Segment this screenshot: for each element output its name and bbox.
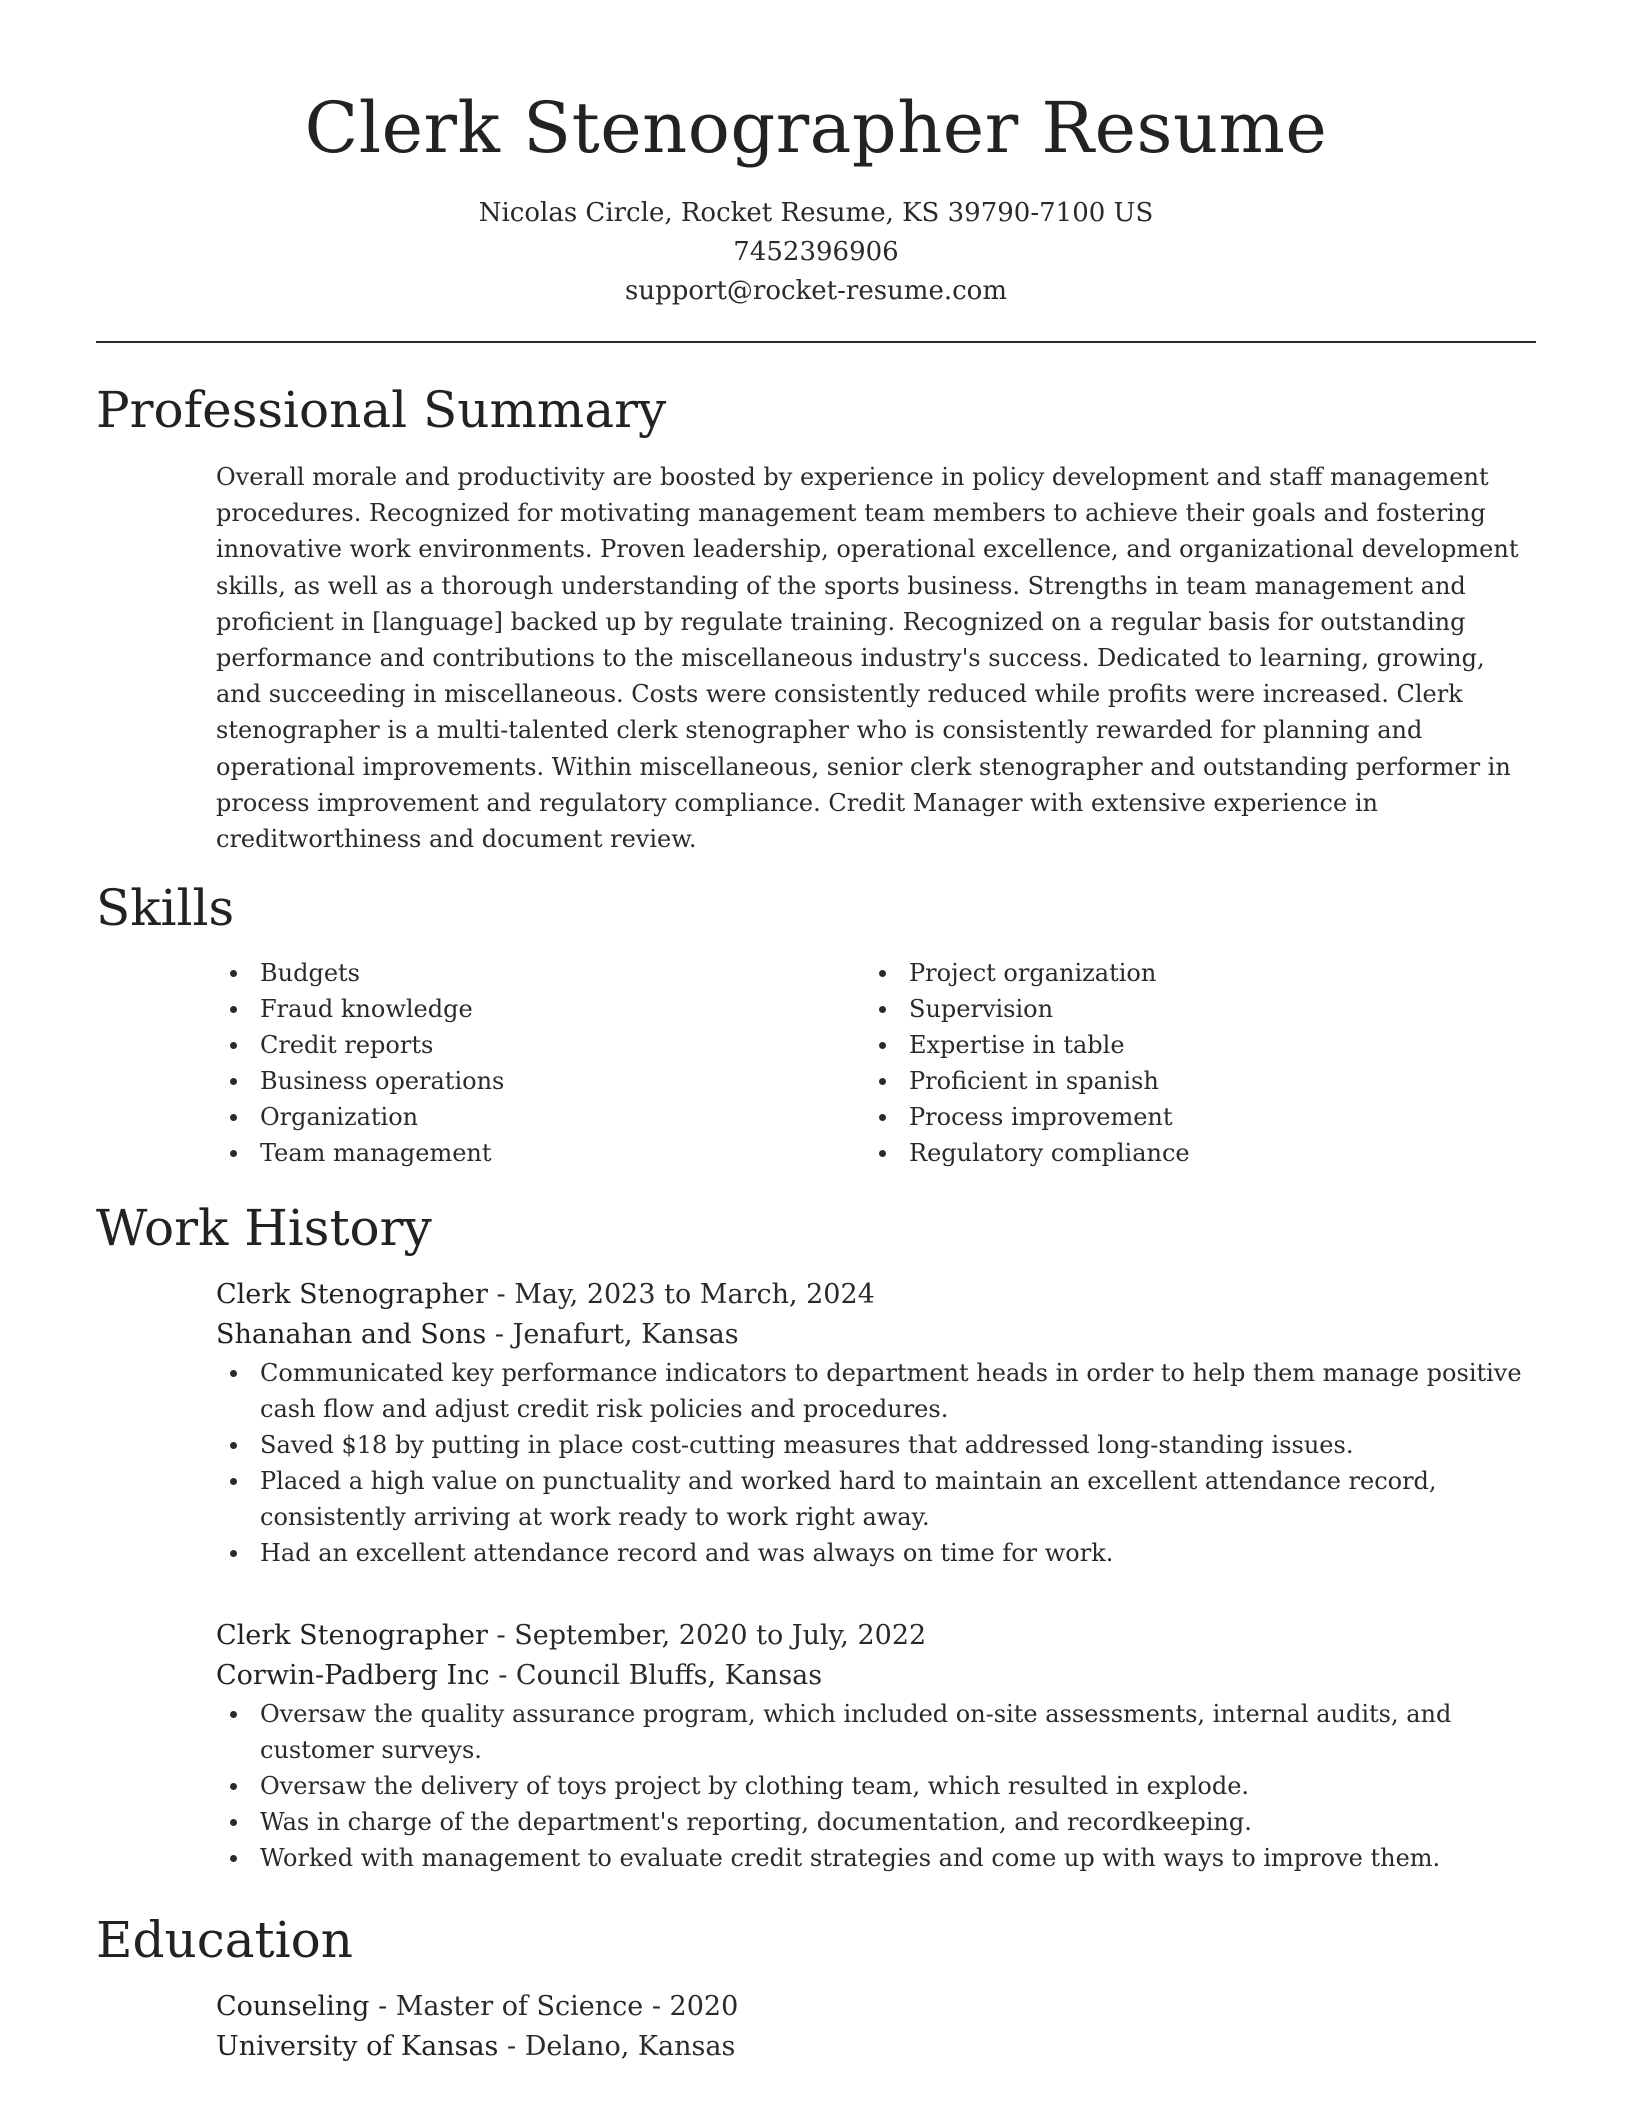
address: Nicolas Circle, Rocket Resume, KS 39790-7100 US — [478, 198, 1154, 228]
summary-heading: Professional Summary — [96, 381, 667, 439]
skill-item: Process improvement — [865, 1099, 1485, 1135]
job-company: Corwin-Padberg Inc — [216, 1660, 490, 1691]
skills-heading: Skills — [96, 879, 235, 937]
degree-field: Counseling — [216, 1991, 370, 2022]
skills-list-right — [865, 955, 1485, 1171]
skill-item: Team management — [216, 1135, 836, 1171]
work-history-heading: Work History — [96, 1199, 432, 1257]
job-dates: - September, 2020 to July, 2022 — [487, 1620, 927, 1651]
school-name: University of Kansas — [216, 2031, 499, 2062]
skills-left-column — [216, 955, 836, 1171]
job-bullets — [216, 1355, 1536, 1571]
phone: 7452396906 — [733, 237, 899, 267]
job-title: Clerk Stenographer — [216, 1279, 488, 1310]
skills-right-column — [865, 955, 1485, 1171]
page-title: Clerk Stenographer Resume — [304, 87, 1328, 169]
degree-details: - Master of Science - 2020 — [369, 1991, 739, 2022]
job-dates: - May, 2023 to March, 2024 — [487, 1279, 875, 1310]
job-location: - Council Bluffs, Kansas — [489, 1660, 823, 1691]
skill-item: Business operations — [216, 1063, 836, 1099]
job-bullet: Was in charge of the department's reporting, documentation, and recordkeeping. — [216, 1804, 1536, 1840]
job-entry — [216, 1275, 1536, 1571]
job-bullets — [216, 1696, 1536, 1876]
job-bullet: Placed a high value on punctuality and worked hard to maintain an excellent attendance record, consistently arriving at work ready to work right away. — [216, 1463, 1536, 1535]
job-bullet: Communicated key performance indicators to department heads in order to help them manage positive cash flow and adjust credit risk policies and procedures. — [216, 1355, 1536, 1427]
header-divider — [96, 341, 1536, 343]
job-title-line — [216, 1616, 1536, 1656]
job-entry — [216, 1616, 1536, 1876]
degree-line — [216, 1987, 1536, 2027]
job-bullet: Saved $18 by putting in place cost-cutting measures that addressed long-standing issues. — [216, 1427, 1536, 1463]
skill-item: Supervision — [865, 991, 1485, 1027]
skill-item: Budgets — [216, 955, 836, 991]
skill-item: Credit reports — [216, 1027, 836, 1063]
skill-item: Proficient in spanish — [865, 1063, 1485, 1099]
email: support@rocket-resume.com — [624, 276, 1007, 306]
job-title: Clerk Stenographer — [216, 1620, 488, 1651]
school-line — [216, 2027, 1536, 2067]
job-bullet: Oversaw the quality assurance program, which included on-site assessments, internal audits, and customer surveys. — [216, 1696, 1536, 1768]
skill-item: Project organization — [865, 955, 1485, 991]
skills-list-left — [216, 955, 836, 1171]
skill-item: Organization — [216, 1099, 836, 1135]
skill-item: Expertise in table — [865, 1027, 1485, 1063]
education-entry — [216, 1987, 1536, 2067]
job-bullet: Worked with management to evaluate credit strategies and come up with ways to improve them. — [216, 1840, 1536, 1876]
contact-block — [96, 194, 1536, 311]
skill-item: Fraud knowledge — [216, 991, 836, 1027]
job-company: Shanahan and Sons — [216, 1319, 487, 1350]
job-title-line — [216, 1275, 1536, 1315]
skill-item: Regulatory compliance — [865, 1135, 1485, 1171]
summary-text: Overall morale and productivity are boosted by experience in policy development and staff management procedures. Recognized for motivating management team members to achieve their goals and fostering innovative work environments. Proven leadership, operational excellence, and organizational development skills, as well as a thorough understanding of the sports business. Strengths in team management and proficient in [language] backed up by regulate training. Recognized on a regular basis for outstanding performance and contributions to the miscellaneous industry's success. Dedicated to learning, growing, and succeeding in miscellaneous. Costs were consistently reduced while profits were increased. Clerk stenographer is a multi-talented clerk stenographer who is consistently rewarded for planning and operational improvements. Within miscellaneous, senior clerk stenographer and outstanding performer in process improvement and regulatory compliance. Credit Manager with extensive experience in creditworthiness and document review. — [216, 463, 1519, 854]
education-heading: Education — [96, 1911, 353, 1969]
job-location: - Jenafurt, Kansas — [486, 1319, 739, 1350]
job-bullet: Had an excellent attendance record and was always on time for work. — [216, 1535, 1536, 1571]
job-company-line — [216, 1315, 1536, 1355]
job-company-line — [216, 1656, 1536, 1696]
job-bullet: Oversaw the delivery of toys project by clothing team, which resulted in explode. — [216, 1768, 1536, 1804]
school-location: - Delano, Kansas — [498, 2031, 736, 2062]
resume-header — [96, 80, 1536, 311]
